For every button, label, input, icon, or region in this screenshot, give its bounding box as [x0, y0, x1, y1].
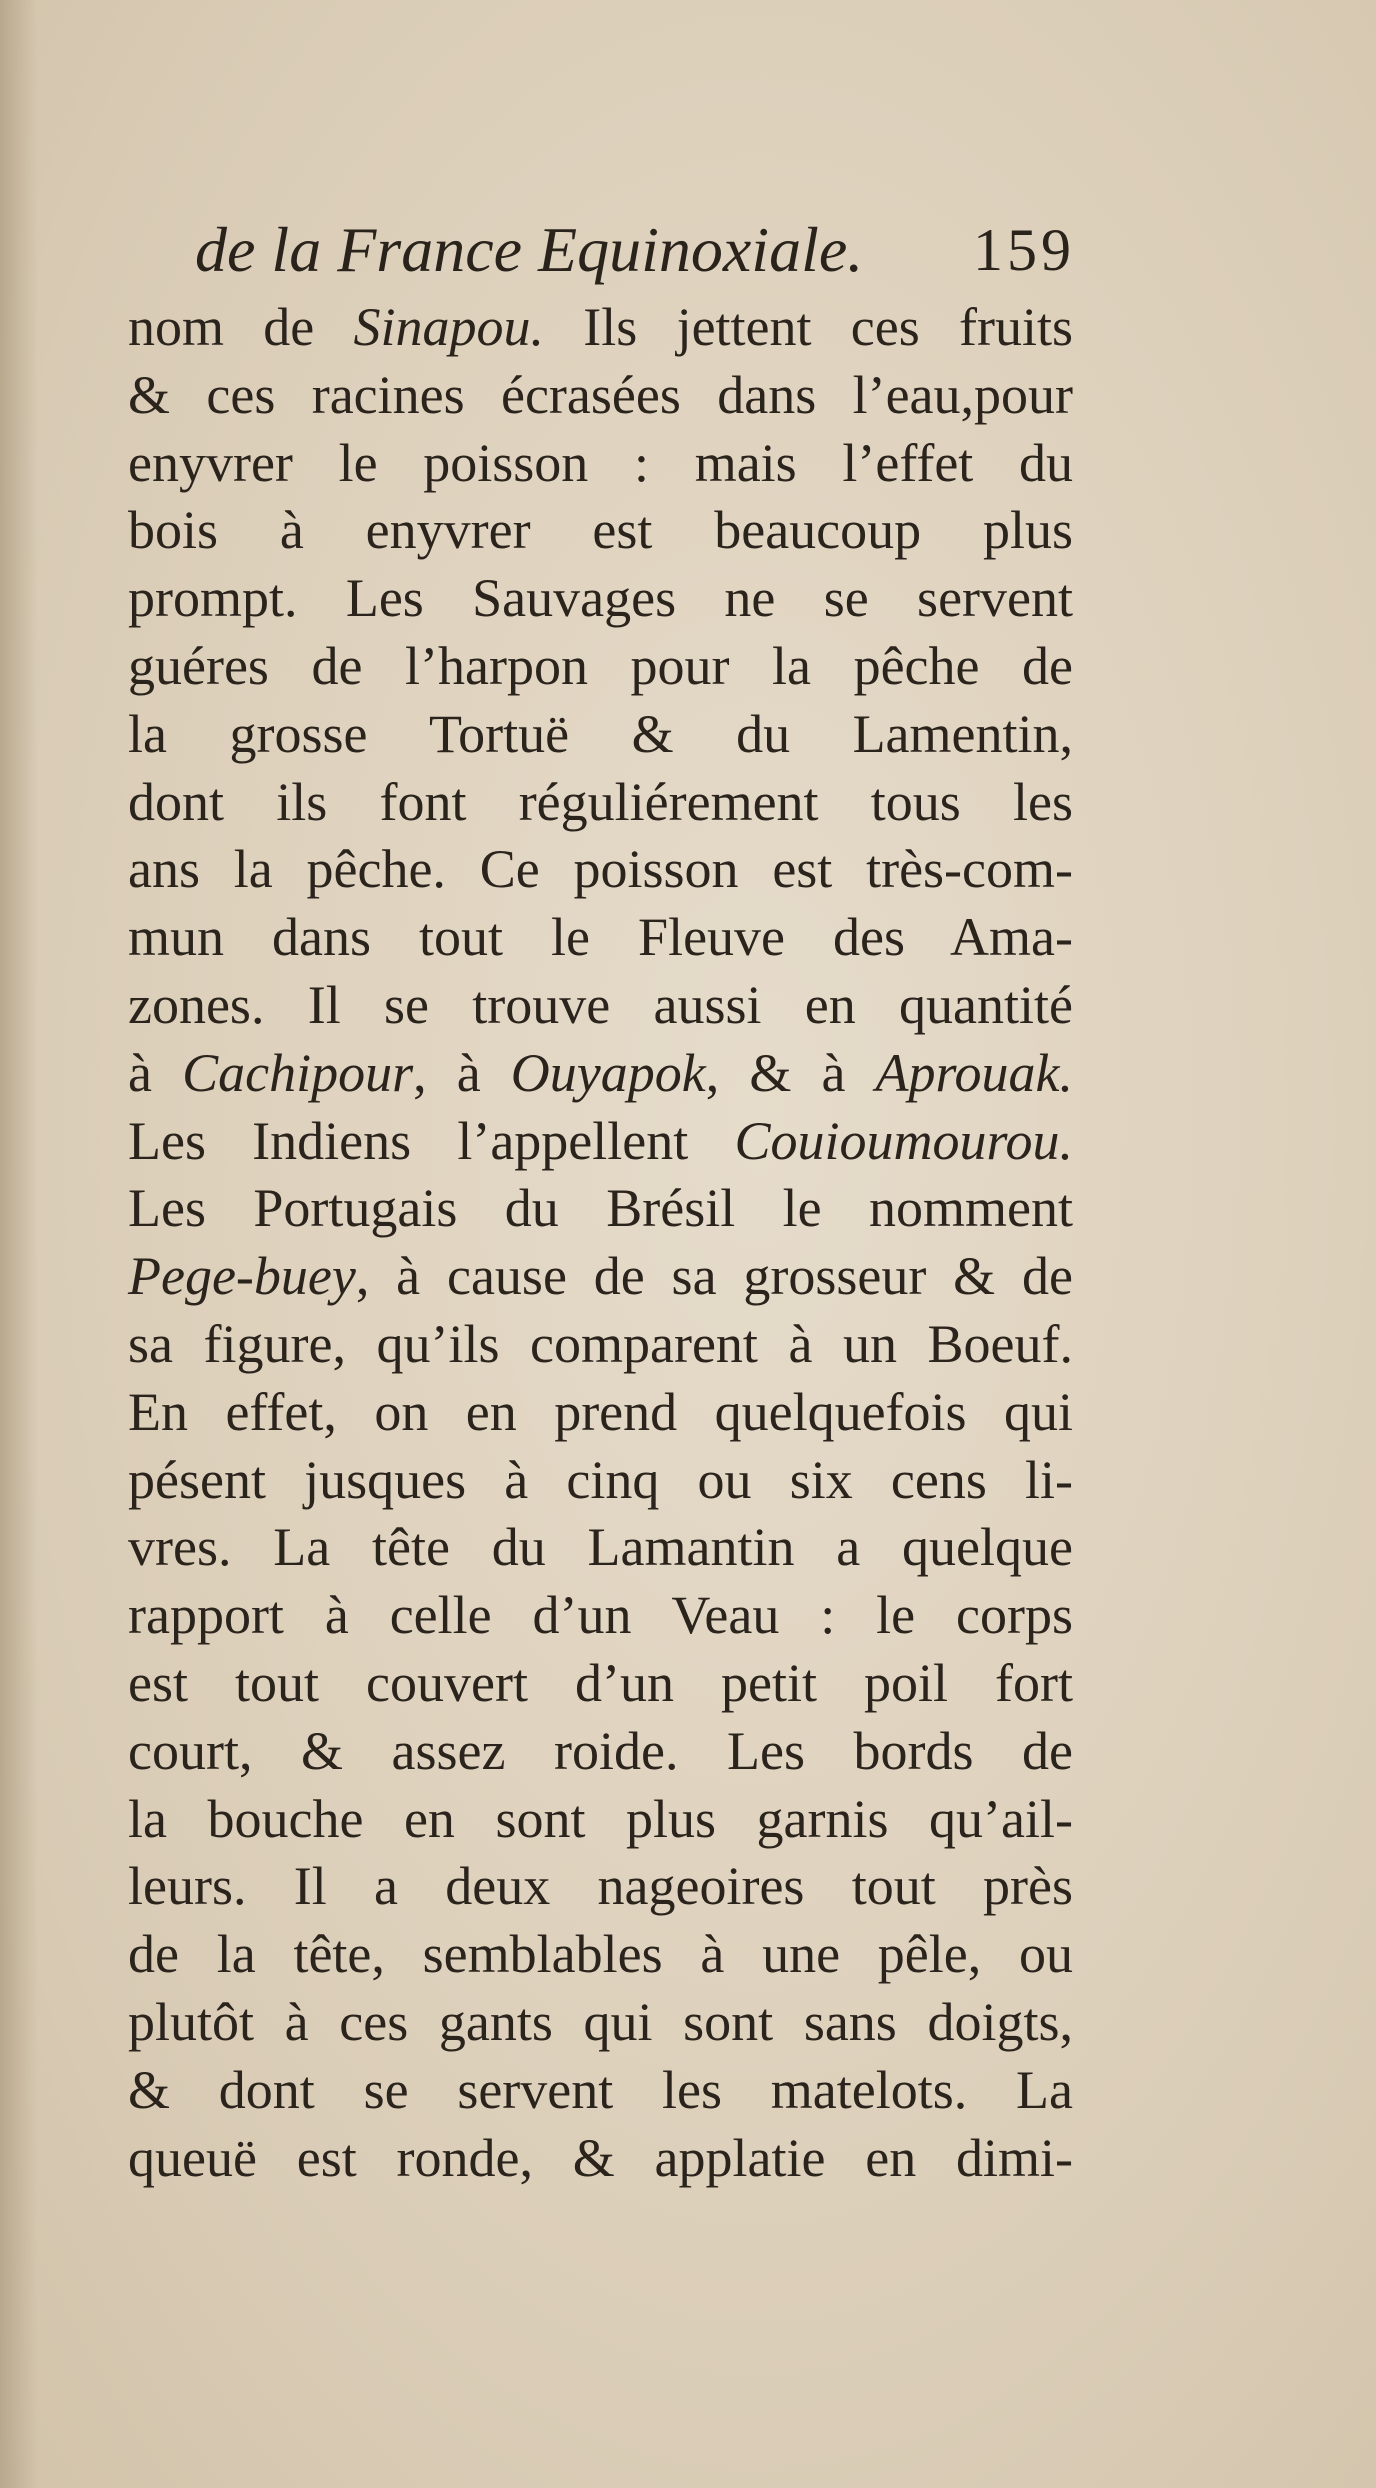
italic-segment: Pege-buey	[128, 1246, 356, 1307]
text-line	[128, 904, 1073, 972]
text-segment: à	[128, 1042, 183, 1103]
text-segment: , à	[413, 1042, 511, 1103]
text-line	[128, 497, 1073, 565]
page-binding-shadow	[0, 0, 38, 2488]
text-line	[128, 1379, 1073, 1447]
text-line	[128, 1718, 1073, 1786]
text-segment: de la tête, semblables à une pêle, ou	[128, 1924, 1073, 1985]
text-line	[128, 1243, 1073, 1311]
text-line	[128, 1786, 1073, 1854]
text-segment: & dont se servent les matelots. La	[128, 2059, 1073, 2120]
text-line	[128, 1514, 1073, 1582]
text-segment: sa figure, qu’ils comparent à un Boeuf.	[128, 1313, 1073, 1374]
page-header	[195, 205, 1075, 295]
italic-segment: Cachipour	[182, 1042, 414, 1103]
text-segment: Ils jettent ces fruits	[544, 297, 1073, 357]
text-line	[128, 1989, 1073, 2057]
text-line	[128, 430, 1073, 498]
text-segment: nom de	[128, 297, 354, 357]
text-segment: court, & assez roide. Les bords de	[128, 1720, 1073, 1781]
text-line	[128, 836, 1073, 904]
running-head: de la France Equinoxiale.	[195, 214, 864, 285]
text-line	[128, 633, 1073, 701]
text-segment: prompt. Les Sauvages ne se servent	[128, 568, 1073, 629]
text-segment: leurs. Il a deux nageoires tout près	[128, 1856, 1073, 1917]
text-line	[128, 1921, 1073, 1989]
text-segment: est tout couvert d’un petit poil fort	[128, 1652, 1073, 1713]
text-line	[128, 2057, 1073, 2125]
text-segment: En effet, on en prend quelquefois qui	[128, 1381, 1073, 1442]
italic-segment: Aprouak.	[875, 1042, 1073, 1103]
text-line	[128, 1853, 1073, 1921]
text-line	[128, 1582, 1073, 1650]
text-line	[128, 1175, 1073, 1243]
text-segment: Les Portugais du Brésil le nomment	[128, 1178, 1073, 1239]
text-segment: , à cause de sa grosseur & de	[355, 1246, 1073, 1307]
text-segment: dont ils font réguliérement tous les	[128, 771, 1073, 832]
text-segment: queuë est ronde, & applatie en dimi-	[128, 2127, 1073, 2188]
text-line	[128, 2125, 1073, 2193]
text-segment: ans la pêche. Ce poisson est très-com-	[128, 839, 1073, 900]
text-segment: zones. Il se trouve aussi en quantité	[128, 974, 1073, 1035]
text-segment: bois à enyvrer est beaucoup plus	[128, 500, 1073, 561]
text-line	[128, 565, 1073, 633]
text-segment: mun dans tout le Fleuve des Ama-	[128, 907, 1073, 968]
text-line	[128, 769, 1073, 837]
text-segment: la bouche en sont plus garnis qu’ail-	[128, 1788, 1073, 1849]
text-line	[128, 1040, 1073, 1108]
italic-segment: Sinapou.	[353, 297, 545, 357]
italic-segment: Ouyapok	[510, 1042, 706, 1103]
text-segment: vres. La tête du Lamantin a quelque	[128, 1517, 1073, 1578]
text-segment: enyvrer le poisson : mais l’effet du	[128, 432, 1073, 493]
text-segment: Les Indiens l’appellent	[128, 1110, 735, 1171]
page-number: 159	[973, 217, 1075, 283]
text-line	[128, 701, 1073, 769]
text-line	[128, 1108, 1073, 1176]
text-line	[128, 294, 1073, 362]
text-line	[128, 1311, 1073, 1379]
text-segment: & ces racines écrasées dans l’eau,pour	[128, 364, 1073, 425]
text-segment: rapport à celle d’un Veau : le corps	[128, 1585, 1073, 1646]
body-text	[128, 294, 1073, 2192]
italic-segment: Couioumourou.	[734, 1110, 1073, 1171]
text-segment: la grosse Tortuë & du Lamentin,	[128, 703, 1073, 764]
text-line	[128, 1447, 1073, 1515]
text-segment: guéres de l’harpon pour la pêche de	[128, 635, 1073, 696]
text-segment: , & à	[705, 1042, 876, 1103]
text-line	[128, 972, 1073, 1040]
text-line	[128, 362, 1073, 430]
text-segment: pésent jusques à cinq ou six cens li-	[128, 1449, 1073, 1510]
text-line	[128, 1650, 1073, 1718]
text-segment: plutôt à ces gants qui sont sans doigts,	[128, 1991, 1073, 2052]
